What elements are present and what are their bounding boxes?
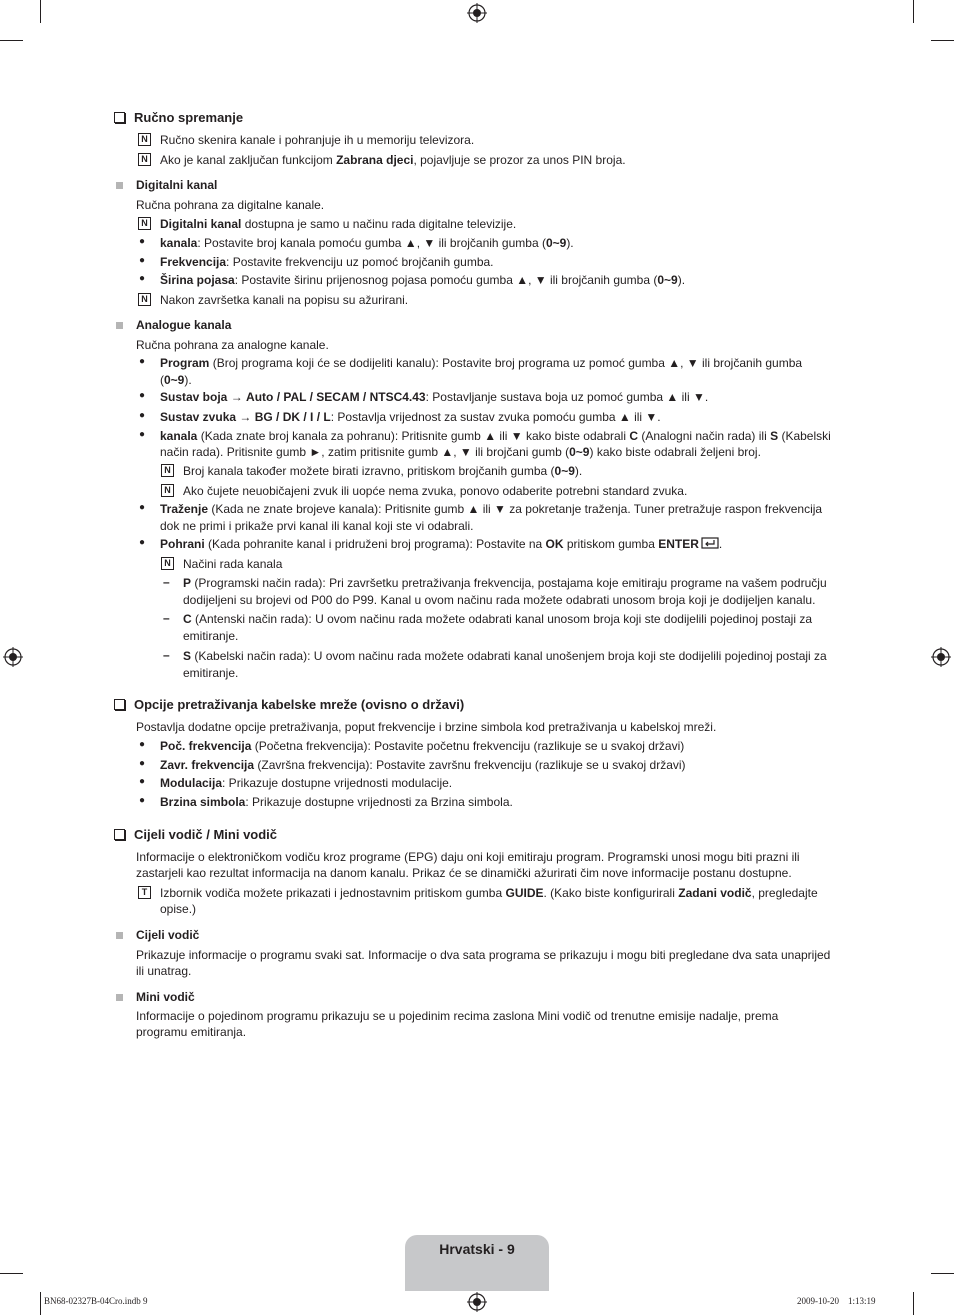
text-bold: OK [545, 537, 564, 551]
paragraph: Ručna pohrana za analogne kanale. [136, 338, 329, 352]
list-item [160, 757, 686, 773]
enter-icon [701, 537, 719, 549]
page-number: Hrvatski - 9 [439, 1241, 515, 1257]
note-text: Nakon završetka kanali na popisu su ažurirani. [160, 293, 409, 307]
text-bold: BG / DK / I / L [254, 410, 331, 424]
square-bullet-icon [116, 322, 123, 329]
subsection-title: Digitalni kanal [136, 178, 218, 192]
section-title-text: Opcije pretraživanja kabelske mreže (ovisno o državi) [134, 697, 465, 712]
text: : Prikazuje dostupne vrijednosti modulacije. [222, 776, 453, 790]
checkbox-bullet-icon [114, 699, 125, 710]
section-title-vodic [114, 827, 277, 842]
paragraph: Informacije o pojedinom programu prikazuju se u pojedinim recima zaslona Mini vodič od trenutne emisije nadalje, prema [136, 1009, 779, 1023]
registration-mark-icon [931, 647, 951, 667]
text: → [227, 390, 247, 404]
checkbox-bullet-icon [114, 112, 125, 123]
note-text: Načini rada kanala [183, 557, 283, 571]
note-icon: N [138, 217, 151, 230]
note-text [160, 885, 818, 901]
paragraph: ili unatrag. [136, 964, 192, 978]
registration-mark-icon [3, 647, 23, 667]
square-bullet-icon [116, 182, 123, 189]
bullet-icon: ● [139, 739, 146, 750]
list-item [160, 355, 802, 371]
bullet-icon: ● [139, 236, 146, 247]
list-item [160, 775, 452, 791]
text-bold: Modulacija [160, 776, 223, 790]
subsection-title: Mini vodič [136, 990, 195, 1004]
tip-icon: T [138, 886, 151, 899]
crop-mark [931, 1273, 954, 1274]
text: (Kada znate broj kanala za pohranu): Pritisnite gumb ▲ ili ▼ kako biste odabrali [197, 429, 630, 443]
list-item [160, 428, 831, 444]
text-bold: 0~9 [657, 273, 678, 287]
list-item-cont: emitiranje. [183, 629, 239, 643]
text-bold: Program [160, 356, 210, 370]
text: (Kabelski [778, 429, 831, 443]
paragraph: Prikazuje informacije o programu svaki sat. Informacije o dva sata programa se prikazuju i mogu biti pregledane dva sata unaprijed [136, 948, 831, 962]
text: . (Kako biste konfigurirali [543, 886, 679, 900]
text: dostupna je samo u načinu rada digitalne televizije. [241, 217, 517, 231]
text: Izbornik vodiča možete prikazati i jednostavnim pritiskom gumba [160, 886, 506, 900]
square-bullet-icon [116, 994, 123, 1001]
note-icon: N [161, 464, 174, 477]
bullet-icon: ● [139, 795, 146, 806]
slug-left: BN68-02327B-04Cro.indb 9 [44, 1296, 148, 1306]
text-bold: S [183, 649, 192, 663]
crop-mark [40, 1292, 41, 1315]
section-title-text: Cijeli vodič / Mini vodič [134, 827, 278, 842]
subsection-title: Cijeli vodič [136, 928, 200, 942]
crop-mark [40, 0, 41, 23]
text-bold: kanala [160, 429, 198, 443]
paragraph: zastarjeli kao rezultat informacija na danom kanalu. Prikaz će se dinamički ažurirati čim nove informacije postanu dostupne. [136, 866, 792, 880]
text: : Postavite frekvenciju uz pomoć brojčanih gumba. [226, 255, 494, 269]
square-bullet-icon [116, 932, 123, 939]
text-bold: Traženje [160, 502, 209, 516]
crop-mark [0, 40, 23, 41]
bullet-icon: ● [139, 537, 146, 548]
text-bold: P [183, 576, 192, 590]
list-item [160, 254, 494, 270]
bullet-icon: ● [139, 273, 146, 284]
text-bold: Zavr. frekvencija [160, 758, 255, 772]
text-bold: 0~9 [545, 236, 567, 250]
paragraph: Informacije o elektroničkom vodiču kroz programe (EPG) daju oni koji emitiraju program. Programski unosi mogu biti prazni ili [136, 850, 800, 864]
crop-mark [913, 0, 914, 23]
text: ). [677, 273, 686, 287]
text: (Kabelski način rada): U ovom načinu rada možete odabrati kanal unošenjem broja koji ste dodijelili pojedinoj postaji za [191, 649, 827, 663]
text: (Kada ne znate brojeve kanala): Pritisnite gumb ▲ ili ▼ za pokretanje traženja. Tuner pretražuje raspon frekvencija [208, 502, 823, 516]
list-item-cont: emitiranje. [183, 666, 239, 680]
text: : Postavite širinu prijenosnog pojasa pomoću gumba ▲, ▼ ili brojčanih gumba ( [234, 273, 658, 287]
list-item [160, 501, 822, 517]
list-item-cont: dodijeljeni su brojevi od P00 do P99. Kanal u ovom načinu rada možete odabrati unosom broja koji je dodijeljen kanalu. [183, 593, 816, 607]
text: , pregledajte [751, 886, 818, 900]
note-icon: N [138, 293, 151, 306]
note-icon: N [138, 153, 151, 166]
text: : Prikazuje dostupne vrijednosti za Brzina simbola. [245, 795, 513, 809]
crop-mark [913, 1292, 914, 1315]
text: ). [184, 373, 192, 387]
text: (Početna frekvencija): Postavite početnu frekvenciju (razlikuje se u svakoj državi) [251, 739, 685, 753]
text-bold: Pohrani [160, 537, 205, 551]
text: pritiskom gumba [563, 537, 659, 551]
registration-mark-icon [467, 3, 487, 23]
text: Ako je kanal zaključan funkcijom [160, 153, 337, 167]
text-bold: C [629, 429, 639, 443]
list-item [160, 272, 685, 288]
list-item [183, 575, 827, 591]
text: ) kako biste odabrali željeni broj. [589, 445, 761, 459]
note-icon: N [161, 557, 174, 570]
text-bold: 0~9 [569, 445, 590, 459]
bullet-icon: ● [139, 356, 146, 367]
text-bold: Frekvencija [160, 255, 227, 269]
note-text [183, 463, 582, 479]
list-item [160, 794, 513, 810]
text: : Postavlja vrijednost za sustav zvuka pomoću gumba ▲ ili ▼. [330, 410, 661, 424]
crop-mark [0, 1273, 23, 1274]
note-text: Ručno skenira kanale i pohranjuje ih u memoriju televizora. [160, 133, 475, 147]
text: (Završna frekvencija): Postavite završnu frekvenciju (razlikuje se u svakoj državi) [254, 758, 686, 772]
registration-mark-icon [467, 1292, 487, 1312]
crop-mark [931, 40, 954, 41]
text-bold: Zabrana djeci [336, 153, 414, 167]
dash-bullet-icon: – [163, 575, 170, 589]
note-icon: N [161, 484, 174, 497]
text: , pojavljuje se prozor za unos PIN broja. [413, 153, 626, 167]
bullet-icon: ● [139, 758, 146, 769]
list-item [160, 536, 722, 552]
checkbox-bullet-icon [114, 829, 125, 840]
text-bold: C [183, 612, 192, 626]
bullet-icon: ● [139, 390, 146, 401]
bullet-icon: ● [139, 429, 146, 440]
text-bold: Auto / PAL / SECAM / NTSC4.43 [246, 390, 426, 404]
paragraph: Ručna pohrana za digitalne kanale. [136, 198, 325, 212]
text-bold: ENTER [658, 537, 699, 551]
text: (Analogni način rada) ili [638, 429, 771, 443]
text: (Broj programa koji će se dodijeliti kanalu): Postavite broj programa uz pomoć gumba ▲, ▼ ili brojčanih gumba [209, 356, 803, 370]
text-bold: Sustav zvuka [160, 410, 237, 424]
section-title-rucno [114, 110, 243, 125]
text: (Antenski način rada): U ovom načinu rada možete odabrati kanal unosom broja koji ste dodijelili pojedinoj postaji za [191, 612, 813, 626]
subsection-title: Analogue kanala [136, 318, 232, 332]
text-bold: 0~9 [554, 464, 575, 478]
text: : Postavite broj kanala pomoću gumba ▲, ▼ ili brojčanih gumba ( [197, 236, 546, 250]
text: : Postavljanje sustava boja uz pomoć gumba ▲ ili ▼. [425, 390, 709, 404]
text: ( [160, 373, 164, 387]
text: ). [566, 236, 574, 250]
text-bold: Zadani vodič [678, 886, 752, 900]
section-title-opcije [114, 697, 464, 712]
text: (Programski način rada): Pri završetku pretraživanja frekvencija, postajama koje emitiraju programe na vašem području [191, 576, 827, 590]
dash-bullet-icon: – [163, 611, 170, 625]
list-item [183, 611, 812, 627]
text-bold: S [770, 429, 779, 443]
text-bold: kanala [160, 236, 198, 250]
text: → [236, 410, 255, 424]
bullet-icon: ● [139, 502, 146, 513]
text-bold: GUIDE [505, 886, 544, 900]
bullet-icon: ● [139, 255, 146, 266]
text: ). [574, 464, 583, 478]
list-item [160, 738, 684, 754]
text-bold: 0~9 [164, 373, 185, 387]
paragraph: programu emitiranja. [136, 1025, 247, 1039]
text: . [718, 537, 723, 551]
list-item-cont [160, 444, 761, 460]
list-item [160, 409, 661, 425]
note-text [160, 152, 626, 168]
section-title-text: Ručno spremanje [134, 110, 244, 125]
note-text [160, 216, 516, 232]
note-text-cont: opise.) [160, 902, 197, 916]
text: Broj kanala također možete birati izravno, pritiskom brojčanih gumba ( [183, 464, 555, 478]
slug-right: 2009-10-20 1:13:19 [797, 1296, 876, 1306]
text-bold: Širina pojasa [160, 273, 235, 287]
text-bold: Brzina simbola [160, 795, 246, 809]
list-item-cont: dok ne primi i prikaže prvi kanal ili kanal koji ste vi odabrali. [160, 519, 474, 533]
bullet-icon: ● [139, 410, 146, 421]
list-item-cont [160, 372, 192, 388]
list-item [183, 648, 827, 664]
note-icon: N [138, 133, 151, 146]
bullet-icon: ● [139, 776, 146, 787]
text: način rada). Pritisnite gumb ►, zatim pritisnite gumb ▲, ▼ ili brojčani gumb ( [160, 445, 570, 459]
list-item [160, 235, 574, 251]
note-text: Ako čujete neuobičajeni zvuk ili uopće nema zvuka, ponovo odaberite potrebni standard zvuka. [183, 484, 688, 498]
list-item [160, 389, 708, 405]
text-bold: Sustav boja [160, 390, 228, 404]
dash-bullet-icon: – [163, 648, 170, 662]
paragraph: Postavlja dodatne opcije pretraživanja, poput frekvencije i brzine simbola kod pretraživanja u kabelskoj mreži. [136, 720, 717, 734]
text: (Kada pohranite kanal i pridruženi broj programa): Postavite na [204, 537, 546, 551]
text-bold: Poč. frekvencija [160, 739, 252, 753]
text-bold: Digitalni kanal [160, 217, 242, 231]
